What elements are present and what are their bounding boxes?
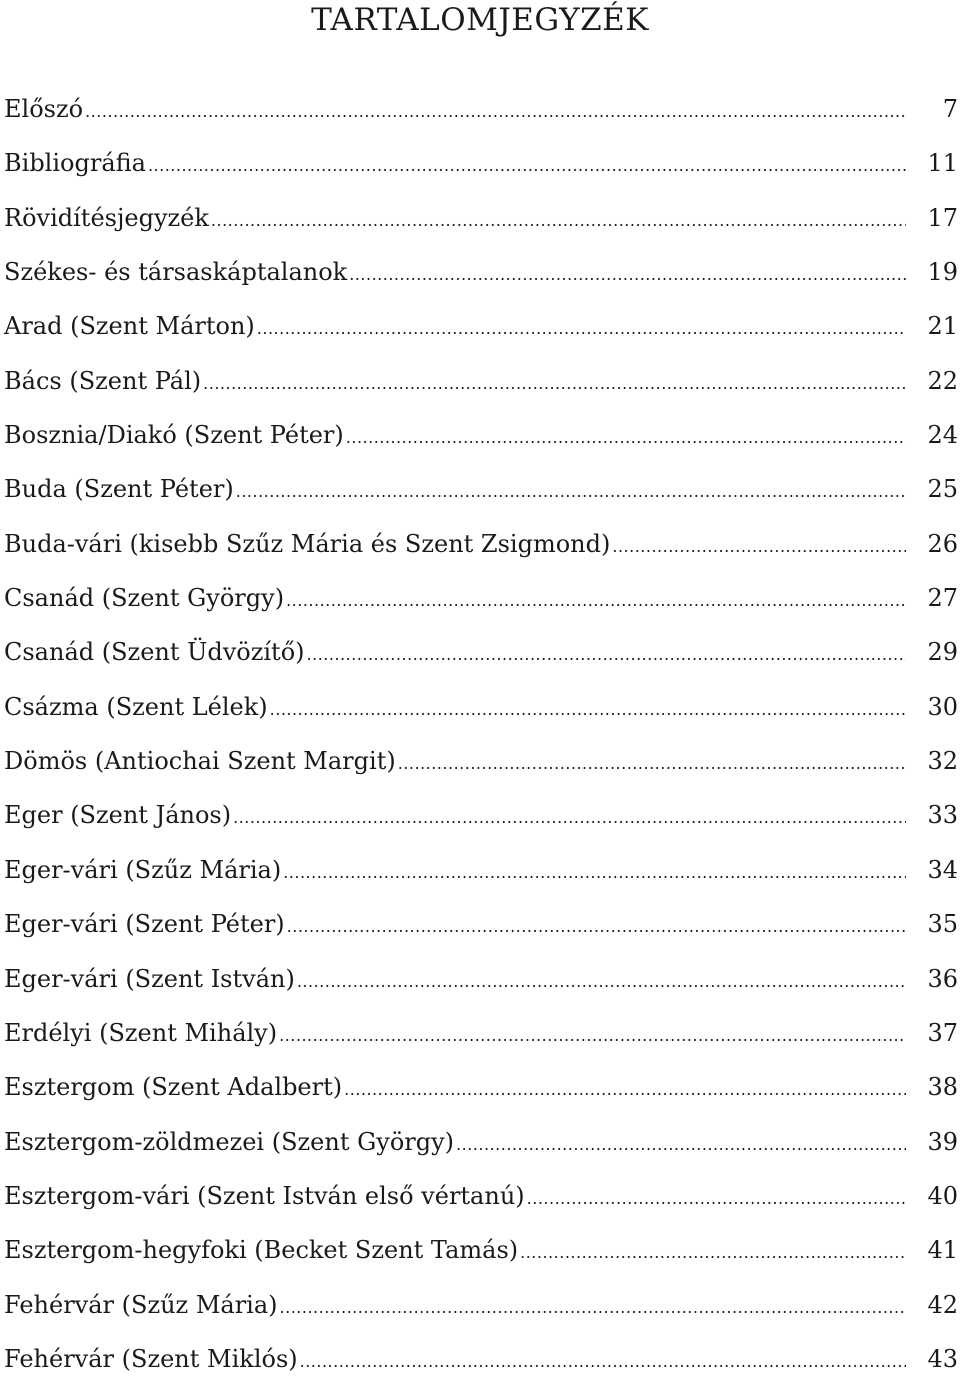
dot-leader: [300, 1335, 906, 1389]
toc-entry: [4, 82, 958, 136]
dot-leader: [527, 1172, 906, 1226]
dot-leader: [344, 1063, 906, 1117]
toc-entry-label: Csázma (Szent Lélek): [4, 692, 268, 721]
toc-entry-label: Arad (Szent Márton): [4, 312, 255, 341]
toc-entry-page: 43: [927, 1344, 958, 1373]
toc-entry-label: Csanád (Szent Üdvözítő): [4, 638, 305, 667]
dot-leader: [85, 85, 906, 139]
toc-entry-label: Rövidítésjegyzék: [4, 203, 209, 232]
dot-leader: [211, 194, 906, 248]
dot-leader: [280, 1281, 906, 1335]
toc-entry: [4, 136, 958, 190]
toc-entry: [4, 788, 958, 842]
toc-entry-label: Esztergom-zöldmezei (Szent György): [4, 1127, 455, 1156]
toc-entry-page: 41: [927, 1236, 958, 1265]
dot-leader: [257, 302, 906, 356]
toc-entry-page: 36: [927, 964, 958, 993]
page-title: TARTALOMJEGYZÉK: [311, 2, 649, 38]
toc-entry-label: Csanád (Szent György): [4, 584, 285, 613]
dot-leader: [286, 574, 906, 628]
toc-entry-page: 26: [927, 529, 958, 558]
toc-entry: [4, 1223, 958, 1277]
toc-entry: [4, 408, 958, 462]
toc-entry: [4, 952, 958, 1006]
toc-entry-label: Eger-vári (Szűz Mária): [4, 855, 282, 884]
dot-leader: [349, 248, 906, 302]
toc-entry: [4, 517, 958, 571]
toc-entry-page: 33: [927, 801, 958, 830]
toc-entry: [4, 680, 958, 734]
toc-entry-page: 37: [927, 1018, 958, 1047]
dot-leader: [612, 520, 906, 574]
toc-entry-label: Fehérvár (Szent Miklós): [4, 1344, 298, 1373]
dot-leader: [236, 465, 906, 519]
toc-entry-label: Bibliográfia: [4, 149, 146, 178]
dot-leader: [283, 846, 906, 900]
toc-entry-label: Székes- és társaskáptalanok: [4, 258, 348, 287]
dot-leader: [307, 628, 906, 682]
toc-entry-label: Buda-vári (kisebb Szűz Mária és Szent Zsigmond): [4, 529, 611, 558]
toc-entry-label: Eger-vári (Szent Péter): [4, 910, 285, 939]
toc-entry-page: 19: [927, 258, 958, 287]
dot-leader: [279, 1009, 906, 1063]
toc-entry: [4, 299, 958, 353]
toc-entry: [4, 191, 958, 245]
dot-leader: [297, 955, 906, 1009]
toc-entry: [4, 625, 958, 679]
toc-entry-page: 24: [927, 421, 958, 450]
dot-leader: [346, 411, 906, 465]
toc-entry: [4, 1006, 958, 1060]
toc-entry: [4, 1278, 958, 1332]
dot-leader: [287, 900, 906, 954]
table-of-contents: [4, 82, 958, 1386]
toc-entry: [4, 1115, 958, 1169]
toc-entry-label: Bács (Szent Pál): [4, 366, 202, 395]
toc-entry-page: 29: [927, 638, 958, 667]
dot-leader: [203, 357, 906, 411]
toc-entry-page: 39: [927, 1127, 958, 1156]
toc-entry-page: 30: [927, 692, 958, 721]
toc-entry-page: 17: [927, 203, 958, 232]
toc-entry-page: 35: [927, 910, 958, 939]
toc-entry-label: Előszó: [4, 95, 84, 123]
toc-entry-page: 27: [927, 584, 958, 613]
toc-entry-label: Buda (Szent Péter): [4, 475, 234, 504]
toc-entry-page: 22: [927, 366, 958, 395]
toc-entry-label: Fehérvár (Szűz Mária): [4, 1290, 278, 1319]
toc-entry: [4, 734, 958, 788]
dot-leader: [520, 1226, 906, 1280]
toc-entry-label: Eger (Szent János): [4, 801, 232, 830]
toc-entry: [4, 571, 958, 625]
toc-entry: [4, 245, 958, 299]
toc-entry-page: 38: [927, 1073, 958, 1102]
dot-leader: [456, 1118, 906, 1172]
dot-leader: [270, 683, 906, 737]
toc-entry-page: 32: [927, 747, 958, 776]
toc-entry-label: Esztergom-hegyfoki (Becket Szent Tamás): [4, 1236, 519, 1265]
toc-entry: [4, 897, 958, 951]
toc-entry-label: Dömös (Antiochai Szent Margit): [4, 747, 396, 776]
toc-entry-page: 40: [927, 1181, 958, 1210]
toc-entry: [4, 843, 958, 897]
toc-entry-label: Erdélyi (Szent Mihály): [4, 1018, 278, 1047]
dot-leader: [148, 139, 906, 193]
toc-entry-label: Esztergom (Szent Adalbert): [4, 1073, 343, 1102]
toc-entry-label: Eger-vári (Szent István): [4, 964, 295, 993]
toc-entry-page: 42: [927, 1290, 958, 1319]
toc-entry: [4, 1060, 958, 1114]
toc-entry-label: Bosznia/Diakó (Szent Péter): [4, 421, 344, 450]
toc-entry-label: Esztergom-vári (Szent István első vértanú): [4, 1181, 525, 1210]
toc-entry-page: 34: [927, 855, 958, 884]
dot-leader: [233, 791, 906, 845]
toc-entry-page: 21: [927, 312, 958, 341]
toc-entry-page: 7: [942, 95, 958, 123]
toc-entry: [4, 1332, 958, 1386]
toc-entry-page: 25: [927, 475, 958, 504]
toc-entry: [4, 1169, 958, 1223]
toc-entry: [4, 354, 958, 408]
toc-entry-page: 11: [927, 149, 958, 178]
toc-entry: [4, 462, 958, 516]
dot-leader: [398, 737, 906, 791]
